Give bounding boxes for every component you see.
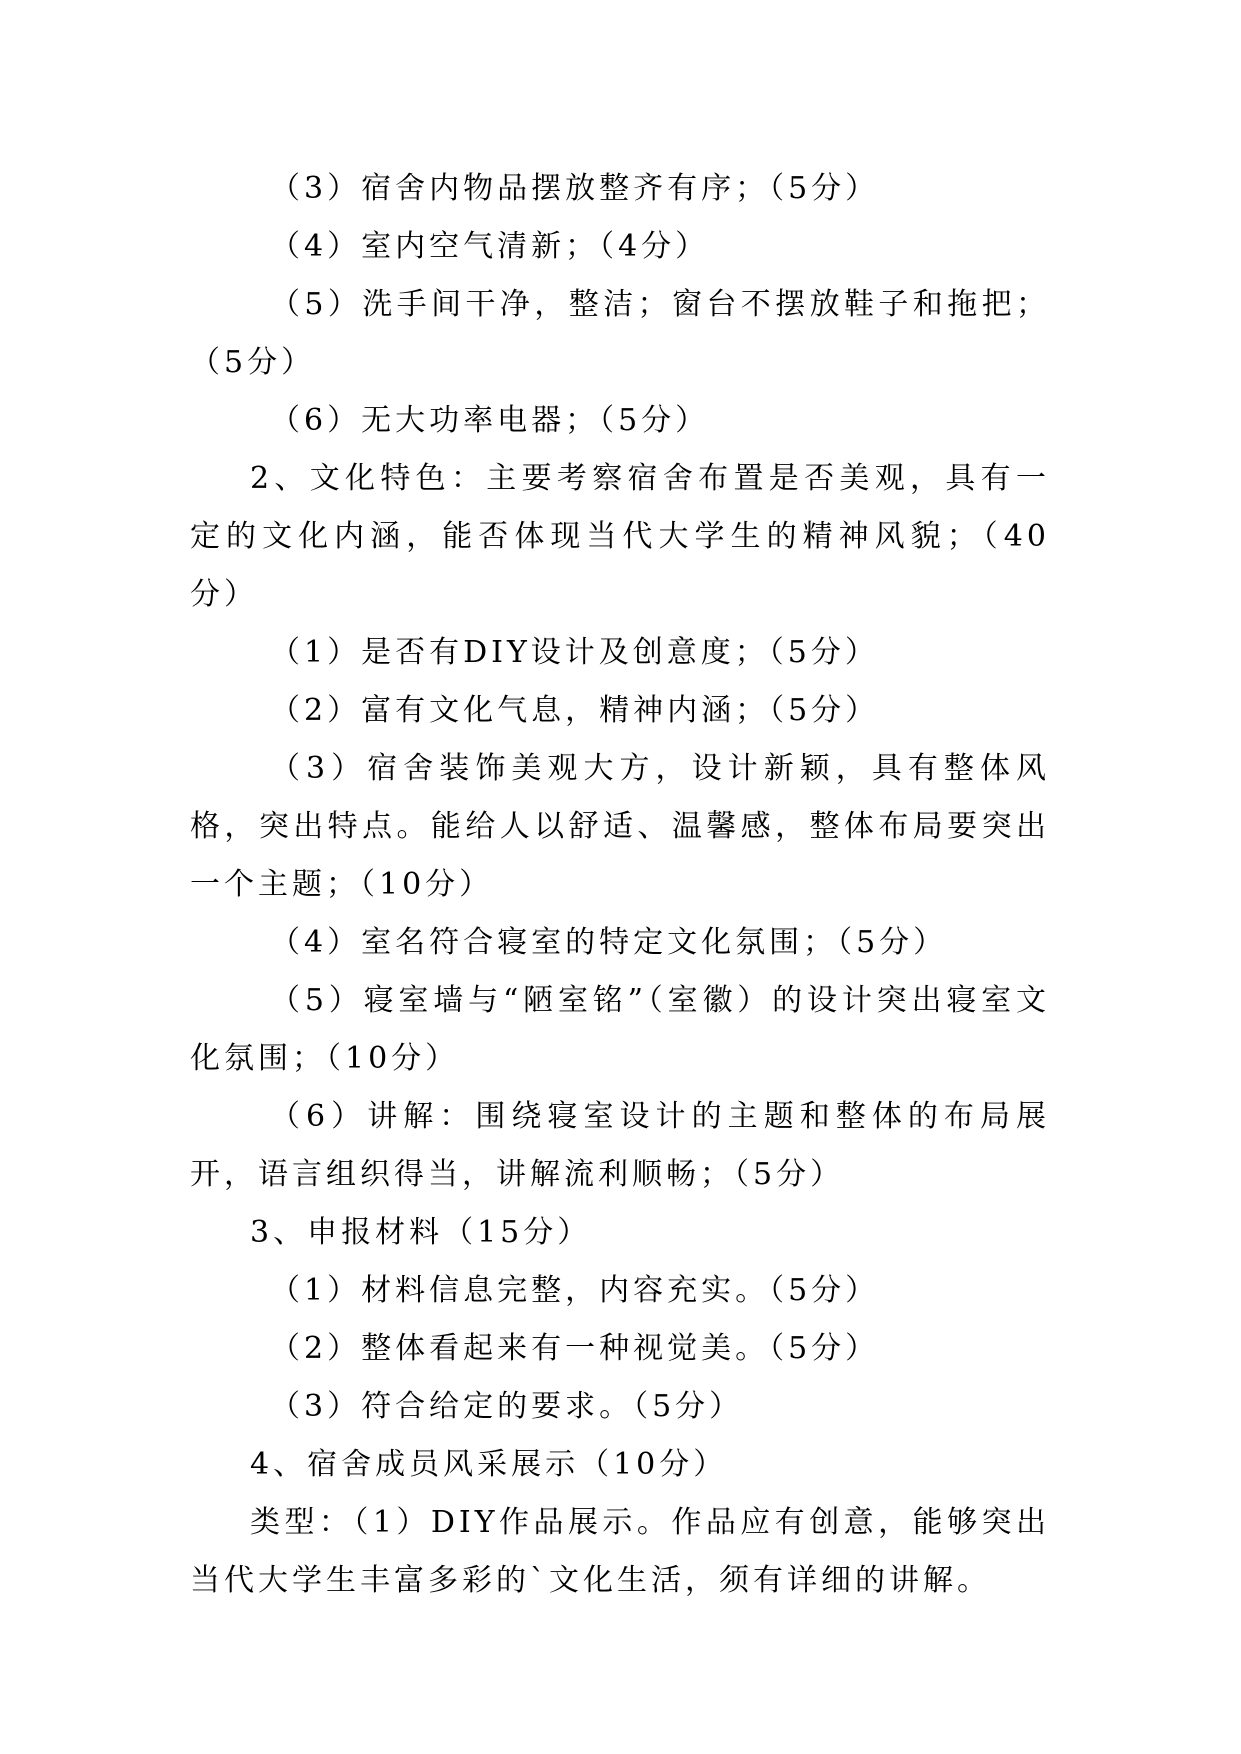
section-heading: 2、文化特色：主要考察宿舍布置是否美观，具有一定的文化内涵，能否体现当代大学生的精神风貌；（40分）: [190, 461, 1050, 612]
criterion-item: （4）室内空气清新；（4分）: [270, 229, 710, 264]
criterion-item: （1）材料信息完整，内容充实。（5分）: [270, 1273, 880, 1308]
criterion-item: （3）宿舍内物品摆放整齐有序；（5分）: [270, 171, 880, 206]
criterion-item: （6）讲解：围绕寝室设计的主题和整体的布局展开，语言组织得当，讲解流利顺畅；（5分）: [190, 1099, 1050, 1192]
criterion-item: （1）是否有DIY设计及创意度；（5分）: [270, 635, 879, 670]
criterion-item: （2）富有文化气息，精神内涵；（5分）: [270, 693, 880, 728]
document-body: [190, 160, 1050, 1610]
criterion-item: （4）室名符合寝室的特定文化氛围；（5分）: [270, 925, 948, 960]
criterion-item: （6）无大功率电器；（5分）: [270, 403, 710, 438]
section-heading: 4、宿舍成员风采展示（10分）: [250, 1447, 728, 1482]
criterion-item: （5）洗手间干净，整洁；窗台不摆放鞋子和拖把；（5分）: [190, 287, 1050, 380]
type-description: 类型：（1）DIY作品展示。作品应有创意，能够突出当代大学生丰富多彩的`文化生活，须有详细的讲解。: [190, 1505, 1050, 1598]
criterion-item: （3）宿舍装饰美观大方，设计新颖，具有整体风格，突出特点。能给人以舒适、温馨感，整体布局要突出一个主题；（10分）: [190, 751, 1050, 902]
criterion-item: （2）整体看起来有一种视觉美。（5分）: [270, 1331, 880, 1366]
criterion-item: （5）寝室墙与“陋室铭”（室徽）的设计突出寝室文化氛围；（10分）: [190, 983, 1050, 1076]
criterion-item: （3）符合给定的要求。（5分）: [270, 1389, 744, 1424]
section-heading: 3、申报材料（15分）: [250, 1215, 592, 1250]
